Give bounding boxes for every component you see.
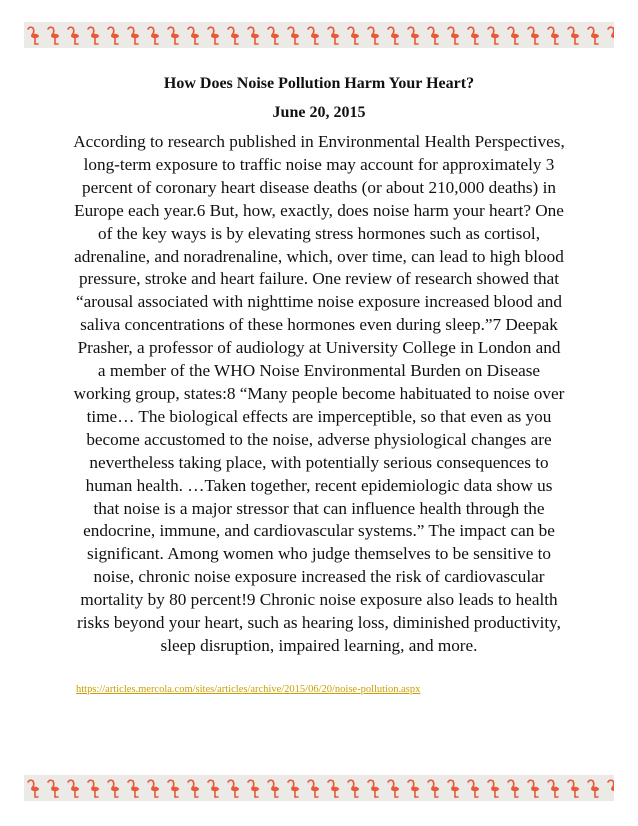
flamingo-border-pattern xyxy=(24,775,614,801)
top-decorative-border xyxy=(24,22,614,48)
flamingo-border-pattern xyxy=(24,22,614,48)
article-body: According to research published in Environmental Health Perspectives, long-term exposure to traffic noise may account for approximately 3 percent of coronary heart disease deaths (or about 210,000 deaths) in Europe each year.6 But, how, exactly, does noise harm your heart? One of the key ways is by elevating stress hormones such as cortisol, adrenaline, and noradrenaline, which, over time, can lead to high blood pressure, stroke and heart failure. One review of research showed that “arousal associated with nighttime noise exposure increased blood and saliva concentrations of these hormones even during sleep.”7 Deepak Prasher, a professor of audiology at University College in London and a member of the WHO Noise Environmental Burden on Disease working group, states:8 “Many people become habituated to noise over time… The biological effects are imperceptible, so that even as you become accustomed to the noise, adverse physiological changes are nevertheless taking place, with potentially serious consequences to human health. …Taken together, recent epidemiologic data show us that noise is a major stressor that can influence health through the endocrine, immune, and cardiovascular systems.” The impact can be significant. Among women who judge themselves to be sensitive to noise, chronic noise exposure increased the risk of cardiovascular mortality by 80 percent!9 Chronic noise exposure also leads to health risks beyond your heart, such as hearing loss, diminished productivity, sleep disruption, impaired learning, and more. xyxy=(73,132,565,655)
document-title: How Does Noise Pollution Harm Your Heart? xyxy=(163,75,475,92)
document-date: June 20, 2015 xyxy=(272,104,366,121)
source-link[interactable]: https://articles.mercola.com/sites/articles/archive/2015/06/20/noise-pollution.aspx xyxy=(76,684,421,695)
bottom-decorative-border xyxy=(24,775,614,801)
